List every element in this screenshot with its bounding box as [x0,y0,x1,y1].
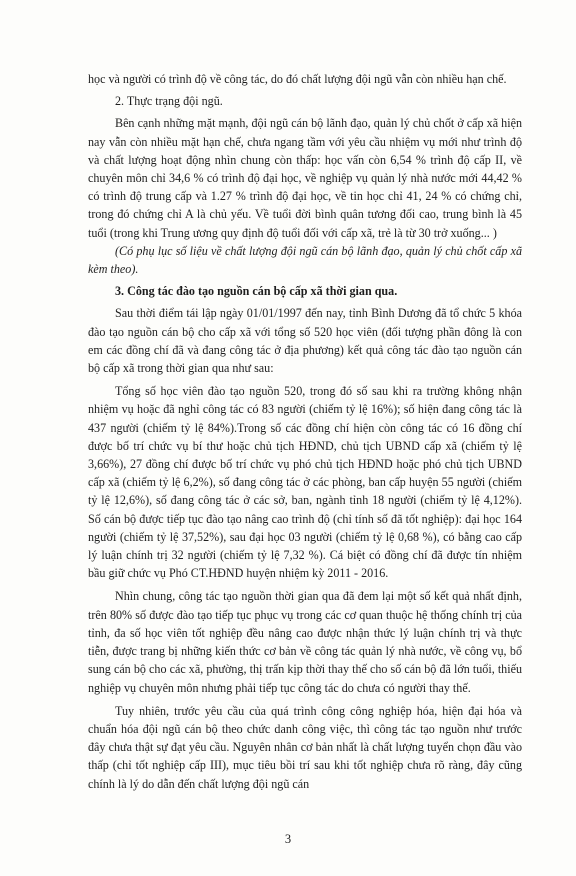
paragraph-current-state: Bên cạnh những mặt mạnh, đội ngũ cán bộ lãnh đạo, quản lý chủ chốt ở cấp xã hiện nay vẫn còn nhiều mặt hạn chế, chưa ngang tầm với yêu cầu nhiệm vụ mới như trình độ và chất lượng hoạt động nhìn chung còn thấp: học vấn còn 6,54 % trình độ cấp II, về chuyên môn chỉ 34,6 % có trình độ đại học, về nghiệp vụ quản lý nhà nước mới 44,42 % có trình độ trung cấp và 1.27 % trình độ đại học, về tin học chỉ 41, 24 % có chứng chỉ, trong đó chứng chỉ A là chủ yếu. Về tuổi đời bình quân tương đối cao, trung bình là 45 tuổi (trong khi Trung ương quy định độ tuổi đối với cấp xã, trẻ là từ 30 trở xuống... ) [88,116,522,240]
section-heading-3: 3. Công tác đào tạo nguồn cán bộ cấp xã thời gian qua. [115,284,398,299]
paragraph-limitations: Tuy nhiên, trước yêu cầu của quá trình công công nghiệp hóa, hiện đại hóa và chuẩn hóa đội ngũ cán bộ theo chức danh công việc, thì công tác tạo nguồn như trước đây chưa thật sự đạt yêu cầu. Nguyên nhân cơ bản nhất là chất lượng tuyển chọn đầu vào thấp (chỉ tốt nghiệp cấp III), mục tiêu bồi trí sau khi tốt nghiệp chưa rõ ràng, đây cũng chính là lý do dẫn đến chất lượng đội ngũ cán [88,703,522,791]
appendix-note: (Có phụ lục số liệu về chất lượng đội ngũ cán bộ lãnh đạo, quản lý chủ chốt cấp xã kèm theo). [88,243,522,277]
paragraph-training-statistics: Tổng số học viên đào tạo nguồn 520, trong đó số sau khi ra trường không nhận nhiệm vụ hoặc đã nghỉ công tác có 83 người (chiếm tỷ lệ 16%); số hiện đang công tác là 437 người (chiếm tỷ lệ 84%).Trong số các đồng chí hiện còn công tác có 16 đồng chí được bố trí chức vụ bí thư hoặc chủ tịch HĐND, chủ tịch UBND cấp xã (chiếm tỷ lệ 3,66%), 27 đồng chí được bố trí chức vụ phó chủ tịch HĐND hoặc phó chủ tịch UBND cấp xã (chiếm tỷ lệ 6,2%), số đang công tác ở các phòng, ban cấp huyện 55 người (chiếm tỷ lệ 12,6%), số đang công tác ở các sở, ban, ngành tỉnh 18 người (chiếm tỷ lệ 4,12%). Số cán bộ được tiếp tục đào tạo nâng cao trình độ (chỉ tính số đã tốt nghiệp): đại học 164 người (chiếm tỷ lệ 37,52%), sau đại học 03 người (chiếm tỷ lệ 0,68 %), có bằng cao cấp lý luận chính trị 32 người (chiếm tỷ lệ 7,32 %). Cá biệt có đồng chí đã được tín nhiệm bầu giữ chức vụ Phó CT.HĐND huyện nhiệm kỳ 2011 - 2016. [88,384,522,581]
paragraph-overall-results: Nhìn chung, công tác tạo nguồn thời gian qua đã đem lại một số kết quả nhất định, trên 80% số được đào tạo tiếp tục phục vụ trong các cơ quan thuộc hệ thống chính trị của tỉnh, đa số học viên tốt nghiệp đều nâng cao được nhận thức lý luận chính trị và thực tiễn, được trang bị những kiến thức cơ bản về công tác quản lý nhà nước, về công vụ, bổ sung cán bộ cho các xã, phường, thị trấn kịp thời thay thế cho số cán bộ đã lớn tuổi, thiếu nghiệp vụ chuyên môn nhưng phải tiếp tục công tác do chưa có người thay thế. [88,589,522,695]
paragraph-continuation: học và người có trình độ về công tác, do đó chất lượng đội ngũ vẫn còn nhiều hạn chế. [88,72,507,86]
section-heading-2: 2. Thực trạng đội ngũ. [115,94,223,109]
paragraph-training-intro: Sau thời điểm tái lập ngày 01/01/1997 đến nay, tỉnh Bình Dương đã tổ chức 5 khóa đào tạo nguồn cán bộ cho cấp xã với tổng số 520 học viên (đối tượng phần đông là con em các đồng chí đã và đang công tác ở địa phương) kết quả công tác đào tạo nguồn cán bộ cấp xã trong thời gian qua như sau: [88,306,522,376]
page-number: 3 [284,832,292,846]
